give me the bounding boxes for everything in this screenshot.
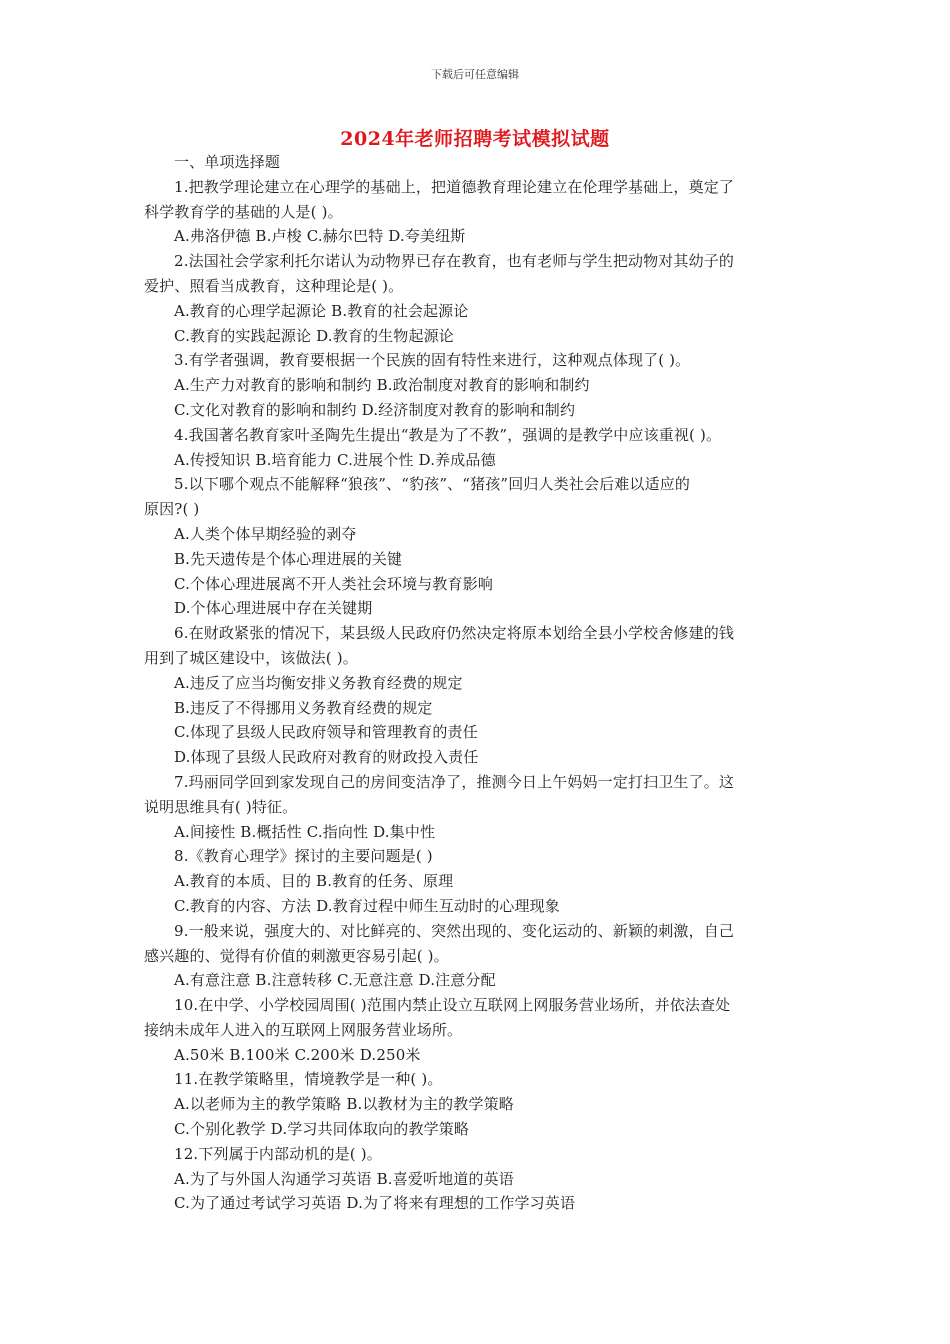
text-line: 9.一般来说，强度大的、对比鲜亮的、突然出现的、变化运动的、新颖的刺激，自己 — [174, 921, 735, 940]
text-line: C.个别化教学 D.学习共同体取向的教学策略 — [174, 1120, 470, 1139]
page-header: 下载后可任意编辑 — [431, 68, 519, 81]
text-line: A.弗洛伊德 B.卢梭 C.赫尔巴特 D.夸美纽斯 — [174, 227, 466, 246]
text-line: A.有意注意 B.注意转移 C.无意注意 D.注意分配 — [174, 971, 496, 990]
text-line: 一、单项选择题 — [174, 153, 281, 171]
text-line: A.违反了应当均衡安排义务教育经费的规定 — [174, 673, 463, 692]
text-line: A.教育的心理学起源论 B.教育的社会起源论 — [174, 301, 469, 320]
text-line: C.文化对教育的影响和制约 D.经济制度对教育的影响和制约 — [174, 400, 576, 419]
text-line: A.传授知识 B.培育能力 C.进展个性 D.养成品德 — [174, 450, 496, 469]
text-line: 11.在教学策略里，情境教学是一种( )。 — [174, 1070, 443, 1089]
question-list — [144, 150, 804, 1216]
text-line: C.个体心理进展离不开人类社会环境与教育影响 — [174, 574, 494, 593]
text-line: B.违反了不得挪用义务教育经费的规定 — [174, 698, 433, 717]
text-line: A.间接性 B.概括性 C.指向性 D.集中性 — [174, 822, 436, 841]
text-line: 7.玛丽同学回到家发现自己的房间变洁净了，推测今日上午妈妈一定打扫卫生了。这 — [174, 772, 735, 791]
text-line: A.以老师为主的教学策略 B.以教材为主的教学策略 — [174, 1095, 514, 1114]
text-line: 接纳未成年人进入的互联网上网服务营业场所。 — [144, 1020, 463, 1039]
document-title: 2024年老师招聘考试模拟试题 — [340, 128, 610, 150]
text-line: C.体现了县级人民政府领导和管理教育的责任 — [174, 723, 478, 742]
text-line: 5.以下哪个观点不能解释“狼孩”、“豹孩”、“猪孩”回归人类社会后难以适应的 — [174, 475, 691, 494]
text-line: B.先天遗传是个体心理进展的关键 — [174, 549, 403, 568]
text-line: 2.法国社会学家利托尔诺认为动物界已存在教育，也有老师与学生把动物对其幼子的 — [174, 252, 735, 271]
text-line: 说明思维具有( )特征。 — [144, 797, 298, 816]
text-line: C.为了通过考试学习英语 D.为了将来有理想的工作学习英语 — [174, 1194, 576, 1213]
text-line: A.人类个体早期经验的剥夺 — [174, 524, 357, 543]
text-line: 1.把教学理论建立在心理学的基础上，把道德教育理论建立在伦理学基础上，奠定了 — [174, 177, 735, 196]
text-line: 感兴趣的、觉得有价值的刺激更容易引起( )。 — [144, 946, 449, 965]
text-line: 6.在财政紧张的情况下，某县级人民政府仍然决定将原本划给全县小学校舍修建的钱 — [174, 624, 735, 643]
text-line: C.教育的内容、方法 D.教育过程中师生互动时的心理现象 — [174, 896, 560, 915]
text-line: 4.我国著名教育家叶圣陶先生提出“教是为了不教”，强调的是教学中应该重视( )。 — [174, 425, 722, 444]
text-line: A.为了与外国人沟通学习英语 B.喜爱听地道的英语 — [174, 1169, 514, 1188]
text-line: 原因?( ) — [144, 500, 200, 519]
text-line: 8.《教育心理学》探讨的主要问题是( ) — [174, 847, 433, 866]
text-line: A.50米 B.100米 C.200米 D.250米 — [174, 1045, 421, 1064]
text-line: 爱护、照看当成教育，这种理论是( )。 — [144, 276, 404, 295]
text-line: D.个体心理进展中存在关键期 — [174, 599, 373, 618]
text-line: C.教育的实践起源论 D.教育的生物起源论 — [174, 326, 454, 345]
text-line: D.体现了县级人民政府对教育的财政投入责任 — [174, 748, 479, 767]
text-line: A.生产力对教育的影响和制约 B.政治制度对教育的影响和制约 — [174, 376, 590, 395]
text-line: 用到了城区建设中，该做法( )。 — [144, 648, 358, 667]
text-line: 10.在中学、小学校园周围( )范围内禁止设立互联网上网服务营业场所，并依法查处 — [174, 996, 731, 1015]
text-line: 12.下列属于内部动机的是( )。 — [174, 1144, 382, 1163]
text-line: A.教育的本质、目的 B.教育的任务、原理 — [174, 872, 454, 891]
text-line: 科学教育学的基础的人是( )。 — [144, 202, 343, 221]
text-line: 3.有学者强调，教育要根据一个民族的固有特性来进行，这种观点体现了( )。 — [174, 351, 691, 370]
